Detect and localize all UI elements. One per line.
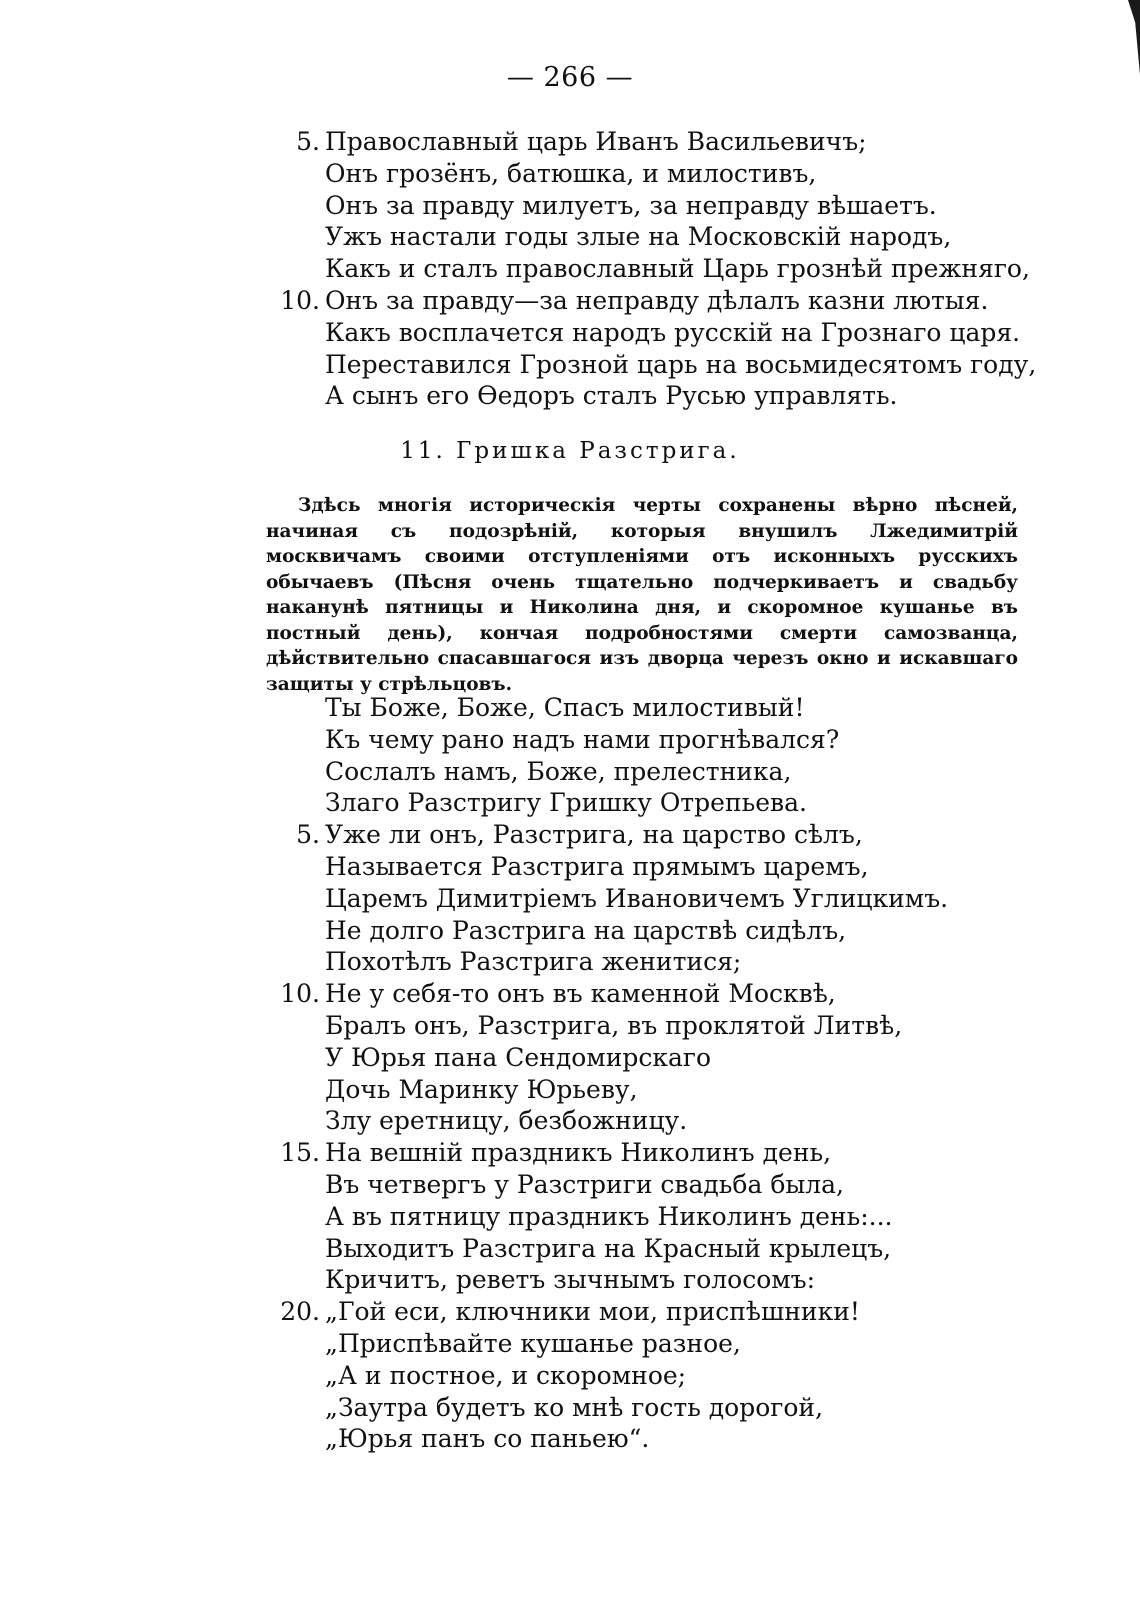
- verse-line: [268, 190, 1028, 222]
- verse-line: [268, 1042, 1028, 1074]
- verse-text: Въ четвергъ у Разстриги свадьба была,: [325, 1169, 844, 1199]
- verse-text: Какъ и сталъ православный Царь грознѣй прежняго,: [325, 254, 1030, 284]
- verse-text: Переставился Грозной царь на восьмидесятомъ году,: [325, 349, 1037, 379]
- verse-line: [268, 1328, 1028, 1360]
- verse-line: [268, 946, 1028, 978]
- line-number: 15.: [280, 1138, 320, 1168]
- intro-note: Здѣсь многія историческія черты сохранены вѣрно пѣсней, начиная съ подозрѣній, которыя внушилъ Лжедимитрій москвичамъ своими отступленіями отъ исконныхъ русскихъ обычаевъ (Пѣсня очень тщательно подчеркиваетъ и свадьбу наканунѣ пятницы и Николина дня, и скоромное кушанье въ постный день), кончая подробностями смерти самозванца, дѣйствительно спасавшагося изъ дворца черезъ окно и искавшаго защиты у стрѣльцовъ.: [266, 495, 1018, 695]
- verse-line: [268, 1423, 1028, 1455]
- verse-line: [268, 253, 1028, 285]
- verse-text: Православный царь Иванъ Васильевичъ;: [325, 127, 867, 156]
- verse-text: Сослалъ намъ, Боже, прелестника,: [325, 756, 792, 786]
- verse-text: „Приспѣвайте кушанье разное,: [325, 1328, 741, 1358]
- verse-line: [268, 1137, 1028, 1169]
- verse-line: [268, 1169, 1028, 1201]
- verse-line: [268, 317, 1028, 349]
- verse-line: [268, 1233, 1028, 1265]
- verse-text: Не долго Разстрига на царствѣ сидѣлъ,: [325, 915, 847, 945]
- verse-line: [268, 380, 1028, 412]
- verse-line: [268, 285, 1028, 317]
- verse-line: [268, 1296, 1028, 1328]
- verse-text: Онъ за правду—за неправду дѣлалъ казни лютыя.: [325, 285, 989, 315]
- verse-text: „Гой еси, ключники мои, приспѣшники!: [325, 1297, 860, 1327]
- verse-text: А сынъ его Ѳедоръ сталъ Русью управлять.: [325, 381, 898, 411]
- poem-ivan-vasilievich: [268, 126, 1037, 412]
- section-title: 11. Гришка Разстрига.: [400, 438, 740, 464]
- verse-line: [268, 1360, 1028, 1392]
- verse-line: [268, 1105, 1028, 1137]
- verse-text: Злаго Разстригу Гришку Отрепьева.: [325, 788, 807, 818]
- line-number: 5.: [296, 127, 320, 156]
- verse-line: [268, 349, 1037, 381]
- line-number: 20.: [280, 1297, 320, 1327]
- verse-line: [268, 724, 1028, 756]
- verse-text: Кричитъ, реветъ зычнымъ голосомъ:: [325, 1265, 816, 1295]
- verse-text: „Заутра будетъ ко мнѣ гость дорогой,: [325, 1392, 824, 1422]
- verse-line: [268, 883, 1028, 915]
- verse-line: [268, 126, 1028, 158]
- poem-grishka-razstriga: [268, 692, 1028, 1455]
- verse-text: „А и постное, и скоромное;: [325, 1360, 687, 1390]
- verse-text: Онъ грозёнъ, батюшка, и милостивъ,: [325, 158, 817, 188]
- verse-line: [268, 158, 1028, 190]
- verse-text: Къ чему рано надъ нами прогнѣвался?: [325, 724, 840, 754]
- verse-text: Царемъ Димитріемъ Ивановичемъ Углицкимъ.: [325, 883, 949, 913]
- verse-line: [268, 1264, 1028, 1296]
- verse-text: Называется Разстрига прямымъ царемъ,: [325, 851, 869, 881]
- verse-text: Похотѣлъ Разстрига женитися;: [325, 947, 742, 977]
- verse-line: [268, 915, 1028, 947]
- verse-text: Злу еретницу, безбожницу.: [325, 1106, 688, 1136]
- verse-text: Уже ли онъ, Разстрига, на царство сѣлъ,: [325, 820, 863, 850]
- verse-line: [268, 1010, 1028, 1042]
- verse-line: [268, 221, 1028, 253]
- verse-text: Выходитъ Разстрига на Красный крылецъ,: [325, 1233, 892, 1263]
- page-number: — 266 —: [506, 62, 634, 93]
- line-number: 10.: [280, 979, 320, 1009]
- verse-text: Ужъ настали годы злые на Московскій народъ,: [325, 222, 952, 252]
- verse-line: [268, 1074, 1028, 1106]
- line-number: 5.: [296, 820, 320, 850]
- verse-line: [268, 787, 1028, 819]
- verse-line: [268, 692, 1028, 724]
- verse-line: [268, 1392, 1028, 1424]
- verse-line: [268, 819, 1028, 851]
- verse-text: Дочь Маринку Юрьеву,: [325, 1074, 638, 1104]
- verse-line: [268, 978, 1028, 1010]
- verse-text: Какъ восплачется народъ русскій на Грознаго царя.: [325, 317, 1021, 347]
- verse-text: На вешній праздникъ Николинъ день,: [325, 1138, 832, 1168]
- verse-text: „Юрья панъ со паньею“.: [325, 1424, 650, 1454]
- verse-text: У Юрья пана Сендомирскаго: [325, 1042, 712, 1072]
- verse-text: Ты Боже, Боже, Спасъ милостивый!: [325, 693, 805, 722]
- verse-text: Онъ за правду милуетъ, за неправду вѣшаетъ.: [325, 190, 937, 220]
- verse-line: [268, 1201, 1028, 1233]
- verse-text: Бралъ онъ, Разстрига, въ проклятой Литвѣ,: [325, 1010, 903, 1040]
- verse-line: [268, 756, 1028, 788]
- line-number: 10.: [280, 285, 320, 315]
- verse-line: [268, 851, 1028, 883]
- verse-text: Не у себя-то онъ въ каменной Москвѣ,: [325, 979, 836, 1009]
- verse-text: А въ пятницу праздникъ Николинъ день:...: [325, 1201, 893, 1231]
